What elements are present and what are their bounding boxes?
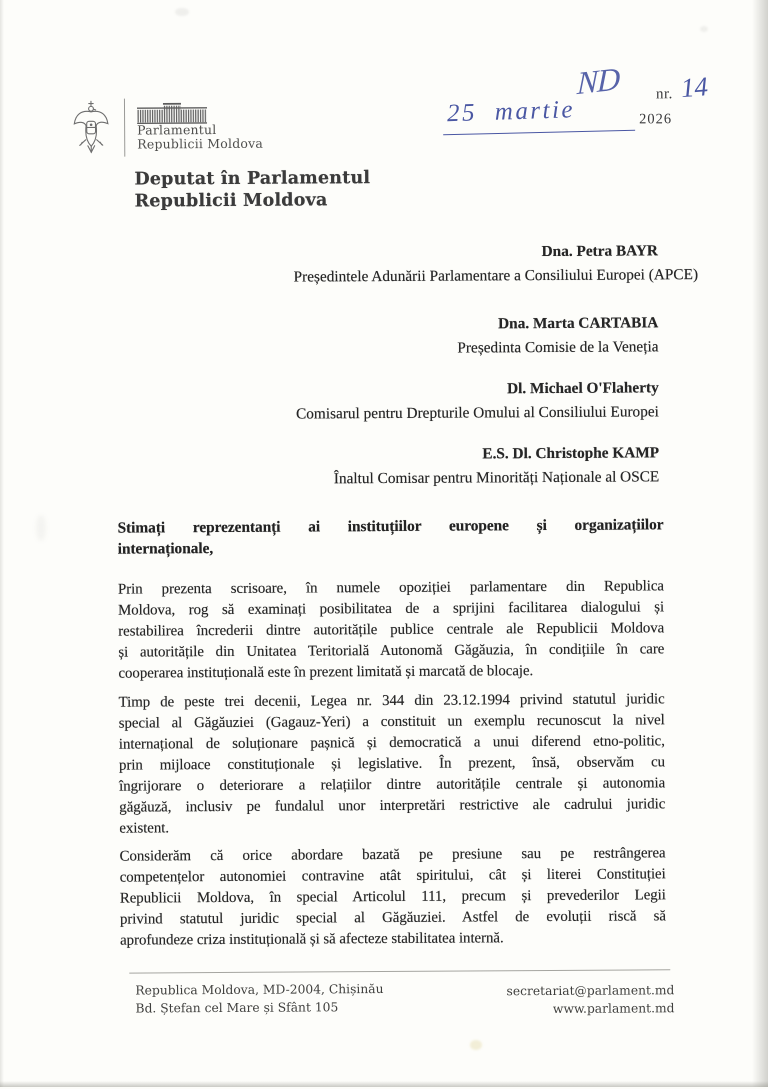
paragraph-line: privind statutul juridic special al Găgăuziei. Astfel de evoluții riscă să bbox=[119, 908, 666, 928]
recipient-block-apce bbox=[293, 239, 699, 288]
footer-divider bbox=[129, 969, 670, 973]
scan-edge-bottom bbox=[0, 1081, 768, 1087]
parliament-building-icon bbox=[137, 100, 207, 124]
registration-number-label: nr. bbox=[655, 86, 673, 103]
date-underline bbox=[443, 130, 635, 136]
recipient-name: Dna. Petra BAYR bbox=[541, 242, 658, 261]
brand-divider bbox=[124, 99, 125, 157]
document-title-line1: Deputat în Parlamentul bbox=[134, 168, 371, 190]
paragraph-line: și autoritățile din Unitatea Teritorială Autonomă Găgăuzia, în condițiile în care bbox=[118, 641, 665, 661]
paragraph-line: prin mijloace constituționale și legislative. În prezent, însă, observăm cu bbox=[118, 754, 666, 774]
paragraph-line: Republicii Moldova, în special Articolul 111, precum și prevederilor Legii bbox=[119, 887, 666, 907]
handwritten-initials: ND bbox=[576, 60, 620, 102]
body-paragraph-3 bbox=[120, 843, 667, 951]
handwritten-date: 25 martie bbox=[446, 96, 576, 128]
paragraph-line: aprofundeze criza instituțională și să afecteze stabilitatea internă. bbox=[120, 930, 504, 949]
moldova-coat-of-arms-icon bbox=[72, 100, 110, 154]
recipient-block-venice-commission bbox=[457, 311, 658, 359]
recipient-name: Dna. Marta CARTABIA bbox=[498, 314, 659, 333]
paragraph-line: Moldova, rog să examinați posibilitatea de a sprijini facilitarea dialogului și bbox=[118, 599, 665, 619]
paragraph-line: Considerăm că orice abordare bazată pe presiune sau pe restrângerea bbox=[119, 845, 666, 865]
paragraph-line: îngrijorare o deteriorare a relațiilor dintre autoritățile centrale și autonomia bbox=[119, 775, 666, 795]
paragraph-line: competențelor autonomiei contravine atât spiritului, cât și literei Constituției bbox=[119, 866, 666, 886]
body-paragraph-2 bbox=[119, 689, 666, 839]
salutation-line: internaționale, bbox=[117, 540, 214, 558]
footer-address-line2: Bd. Ștefan cel Mare și Sfânt 105 bbox=[135, 999, 339, 1016]
recipient-name: E.S. Dl. Christophe KAMP bbox=[482, 444, 660, 463]
brand-name-line1: Parlamentul bbox=[137, 122, 217, 138]
handwritten-registration-number: 14 bbox=[679, 71, 709, 104]
brand-name-line2: Republicii Moldova bbox=[137, 135, 264, 152]
footer-email: secretariat@parlament.md bbox=[506, 983, 675, 999]
document-title bbox=[134, 168, 370, 212]
body-paragraph-1 bbox=[118, 576, 665, 684]
recipient-block-osce-commissioner bbox=[334, 441, 660, 490]
paragraph-line: Prin prezenta scrisoare, în numele opoziției parlamentare din Republica bbox=[117, 578, 664, 598]
paragraph-line: existent. bbox=[119, 820, 170, 837]
footer-contacts bbox=[506, 982, 674, 1018]
paragraph-line: cooperarea instituțională este în prezent limitată și marcată de blocaje. bbox=[118, 663, 534, 682]
document-title-line2: Republicii Moldova bbox=[134, 189, 328, 212]
recipient-title: Comisarul pentru Drepturile Omului al Consiliului Europei bbox=[295, 402, 659, 423]
footer-address-line1: Republica Moldova, MD-2004, Chișinău bbox=[135, 982, 384, 998]
recipient-title: Președintele Adunării Parlamentare a Consiliului Europei (APCE) bbox=[293, 265, 699, 286]
footer-website: www.parlament.md bbox=[552, 1000, 675, 1016]
footer-address bbox=[135, 981, 383, 1018]
paragraph-line: găgăuză, inclusiv pe fundalul unor interpretări restrictive ale cadrului juridic bbox=[119, 796, 666, 816]
recipient-title: Președinta Comisie de la Veneția bbox=[457, 337, 659, 357]
printed-year: 2026 bbox=[639, 111, 673, 128]
paragraph-line: special al Găgăuziei (Gagauz-Yeri) a constituit un exemplu recunoscut la nivel bbox=[118, 712, 665, 732]
recipient-name: Dl. Michael O'Flaherty bbox=[507, 379, 659, 398]
scan-edge-right bbox=[752, 0, 768, 1087]
recipient-block-coe-commissioner bbox=[296, 376, 659, 425]
paragraph-line: internațional de soluționare pașnică și democratică a unui diferend etno-politic, bbox=[118, 733, 665, 753]
recipient-title: Înaltul Comisar pentru Minorități Naționale al OSCE bbox=[333, 467, 660, 487]
paragraph-line: restabilirea încrederii dintre autoritățile publice centrale ale Republicii Moldova bbox=[118, 620, 665, 640]
salutation bbox=[118, 514, 664, 559]
paragraph-line: Timp de peste trei decenii, Legea nr. 344 din 23.12.1994 privind statutul juridic bbox=[118, 691, 665, 711]
scan-edge-left bbox=[0, 0, 4, 1087]
salutation-line: Stimați reprezentanți ai instituțiilor europene și organizațiilor bbox=[117, 516, 664, 537]
